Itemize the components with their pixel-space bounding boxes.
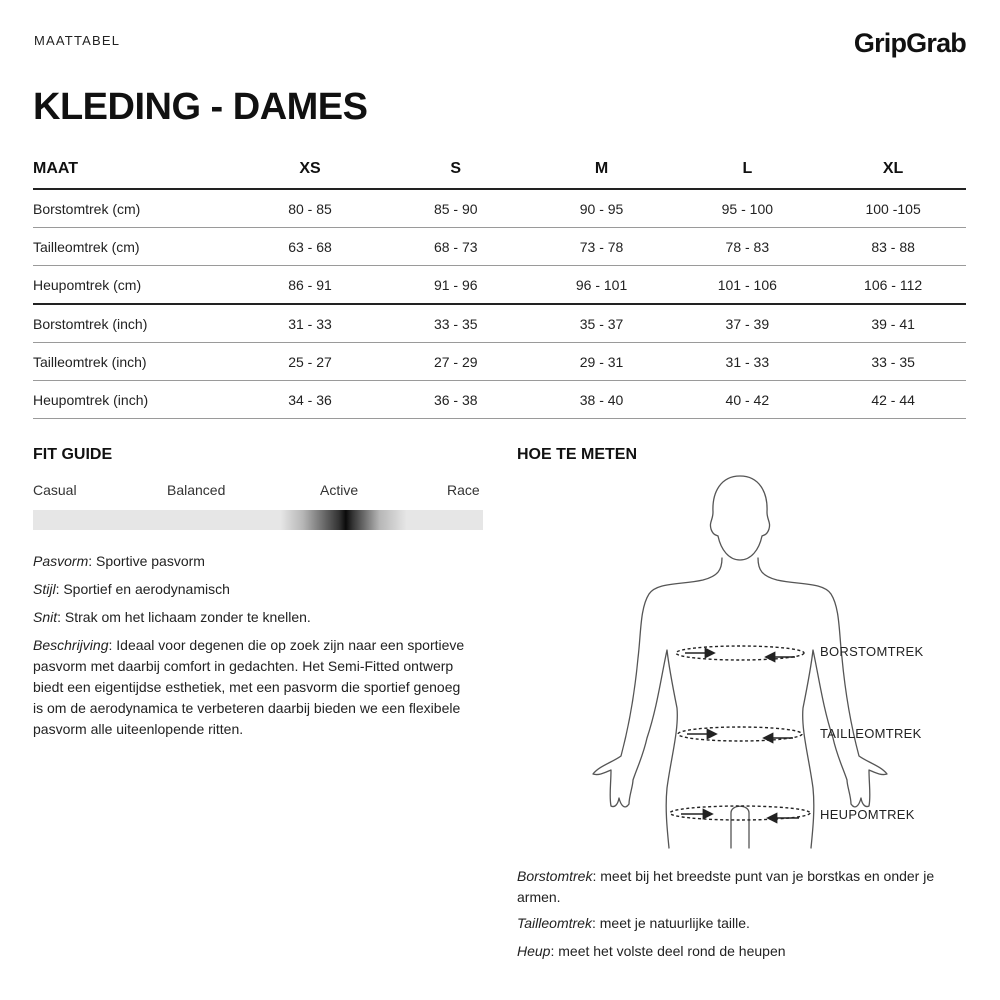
- table-cell: 95 - 100: [721, 200, 774, 217]
- head-outline: [710, 476, 769, 560]
- table-cell: 38 - 40: [579, 391, 624, 408]
- table-cell: 73 - 78: [579, 238, 624, 255]
- table-cell: 68 - 73: [433, 238, 478, 255]
- waist-label: TAILLEOMTREK: [820, 726, 922, 741]
- description-text: : Strak om het lichaam zonder te knellen.: [57, 609, 311, 625]
- fit-scale-bar: [33, 510, 483, 530]
- fit-description-beschrijving: [33, 635, 473, 740]
- body-outline-figure: [585, 468, 895, 863]
- table-row: [33, 343, 966, 381]
- table-header-size: XS: [299, 160, 321, 177]
- table-cell: 31 - 33: [725, 353, 770, 370]
- table-cell: 35 - 37: [579, 315, 624, 332]
- table-cell: 85 - 90: [433, 200, 478, 217]
- page-title: KLEDING - DAMES: [33, 86, 368, 128]
- brand-logo: GripGrab: [853, 28, 966, 58]
- fit-scale-label-race: Race: [447, 482, 480, 498]
- fit-description-stijl: [33, 579, 473, 600]
- table-header-size: M: [594, 160, 609, 177]
- term: Tailleomtrek: [517, 915, 592, 931]
- table-row: [33, 190, 966, 228]
- measure-description-hip: [517, 941, 957, 962]
- table-header-label: MAAT: [33, 160, 79, 177]
- fit-description-snit: [33, 607, 473, 628]
- table-row: [33, 228, 966, 266]
- table-cell: 33 - 35: [871, 353, 915, 370]
- table-cell: 36 - 38: [433, 391, 478, 408]
- term: Heup: [517, 943, 551, 959]
- measure-description-chest: [517, 866, 957, 908]
- table-cell: 91 - 96: [433, 276, 478, 293]
- measure-heading: HOE TE METEN: [517, 446, 638, 463]
- table-cell: 27 - 29: [433, 353, 478, 370]
- table-cell: 25 - 27: [288, 353, 332, 370]
- table-header-size: S: [450, 160, 462, 177]
- fit-guide-heading: FIT GUIDE: [33, 446, 113, 463]
- table-header-row: [33, 150, 966, 190]
- description-text: : Sportive pasvorm: [88, 553, 205, 569]
- hip-measure-line: [670, 806, 810, 820]
- row-label: Tailleomtrek (inch): [33, 353, 147, 370]
- row-label: Heupomtrek (cm): [33, 276, 142, 293]
- table-cell: 78 - 83: [725, 238, 770, 255]
- table-cell: 29 - 31: [579, 353, 624, 370]
- waist-measure-line: [678, 727, 802, 741]
- table-cell: 90 - 95: [579, 200, 624, 217]
- description-text: : Ideaal voor degenen die op zoek zijn naar een sportieve pasvorm met daarbij comfort in gedachten. Het Semi-Fitted ontwerp biedt een eigentijdse esthetiek, met een pasvorm die sportief genoeg is om de aerodynamica te verbeteren daarbij bieden we een flexibele pasvorm alle uiteenlopende ritten.: [33, 637, 465, 737]
- row-label: Borstomtrek (inch): [33, 315, 148, 332]
- table-cell: 80 - 85: [288, 200, 332, 217]
- table-cell: 96 - 101: [575, 276, 628, 293]
- measure-description-waist: [517, 913, 957, 934]
- table-row: [33, 266, 966, 305]
- table-cell: 101 - 106: [717, 276, 777, 293]
- table-cell: 83 - 88: [871, 238, 915, 255]
- chest-label: BORSTOMTREK: [820, 644, 924, 659]
- crotch-outline: [731, 806, 749, 848]
- row-label: Heupomtrek (inch): [33, 391, 149, 408]
- fit-scale-label-balanced: Balanced: [167, 482, 226, 498]
- term: Borstomtrek: [517, 868, 593, 884]
- table-cell: 40 - 42: [725, 391, 770, 408]
- table-cell: 33 - 35: [433, 315, 478, 332]
- row-label: Tailleomtrek (cm): [33, 238, 140, 255]
- term: Pasvorm: [33, 553, 89, 569]
- table-row: [33, 305, 966, 343]
- table-cell: 100 -105: [865, 200, 921, 217]
- description-text: : Sportief en aerodynamisch: [55, 581, 230, 597]
- table-cell: 37 - 39: [725, 315, 770, 332]
- term: Beschrijving: [33, 637, 109, 653]
- description-text: : meet het volste deel rond de heupen: [550, 943, 786, 959]
- description-text: : meet je natuurlijke taille.: [591, 915, 750, 931]
- fit-scale-label-casual: Casual: [33, 482, 77, 498]
- body-left-outline: [593, 558, 722, 848]
- table-header-size: L: [742, 160, 753, 177]
- size-table: [33, 150, 966, 419]
- table-cell: 31 - 33: [288, 315, 332, 332]
- chest-measure-line: [676, 646, 804, 660]
- description-text: : meet bij het breedste punt van je borstkas en onder je armen.: [517, 868, 935, 905]
- row-label: Borstomtrek (cm): [33, 200, 141, 217]
- fit-description-pasvorm: [33, 551, 473, 572]
- body-right-outline: [758, 558, 887, 848]
- section-label: MAATTABEL: [34, 33, 121, 48]
- table-cell: 86 - 91: [288, 276, 332, 293]
- term: Snit: [33, 609, 58, 625]
- table-cell: 34 - 36: [288, 391, 332, 408]
- table-cell: 42 - 44: [871, 391, 915, 408]
- table-header-size: XL: [882, 160, 904, 177]
- term: Stijl: [33, 581, 56, 597]
- table-row: [33, 381, 966, 419]
- table-cell: 39 - 41: [871, 315, 915, 332]
- table-cell: 106 - 112: [864, 276, 923, 293]
- table-cell: 63 - 68: [288, 238, 332, 255]
- hip-label: HEUPOMTREK: [820, 807, 915, 822]
- fit-scale-label-active: Active: [320, 482, 359, 498]
